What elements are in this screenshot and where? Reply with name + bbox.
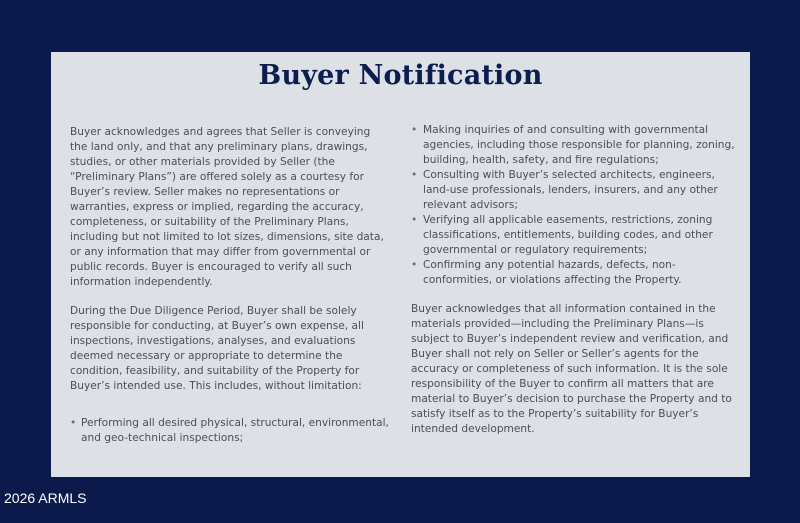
intro-paragraph: Buyer acknowledges and agrees that Seller is conveying the land only, and that any preliminary plans, drawings, studies, or other materials provided by Seller (the “Preliminary Plans”) are offered solely as a courtesy for Buyer’s review. Seller makes no representations or warranties, express or implied, regarding the accuracy, completeness, or suitability of the Preliminary Plans, including but not limited to lot sizes, dimensions, site data, or any information that may differ from governmental or public records. Buyer is encouraged to verify all such information independently. <box>70 126 384 288</box>
list-item: • Making inquiries of and consulting with governmental agencies, including those responsible for planning, zoning, building, health, safety, and fire regulations; <box>411 124 735 166</box>
right-bullet-list <box>411 123 741 288</box>
bullet-icon: • <box>70 417 77 429</box>
list-item: • Consulting with Buyer’s selected architects, engineers, land-use professionals, lenders, insurers, and any other relevant advisors; <box>411 169 718 211</box>
left-bullet-list <box>70 416 390 446</box>
list-item: • Confirming any potential hazards, defects, non-conformities, or violations affecting the Property. <box>411 259 682 286</box>
copyright-footer: 2026 ARMLS <box>4 490 87 506</box>
list-item: • Performing all desired physical, structural, environmental, and geo-technical inspections; <box>70 417 389 444</box>
notification-card <box>51 52 750 477</box>
bullet-icon: • <box>411 214 418 226</box>
right-column <box>411 123 741 451</box>
bullet-icon: • <box>411 259 418 271</box>
bullet-icon: • <box>411 124 418 136</box>
due-diligence-paragraph: During the Due Diligence Period, Buyer shall be solely responsible for conducting, at Buyer’s own expense, all inspections, investigations, analyses, and evaluations deemed necessary or appropriate to determine the condition, feasibility, and suitability of the Property for Buyer’s intended use. This includes, without limitation: <box>70 305 364 392</box>
acknowledgement-paragraph: Buyer acknowledges that all information contained in the materials provided—including the Preliminary Plans—is subject to Buyer’s independent review and verification, and Buyer shall not rely on Seller or Seller’s agents for the accuracy or completeness of such information. It is the sole responsibility of the Buyer to confirm all matters that are material to Buyer’s decision to purchase the Property and to satisfy itself as to the Property’s suitability for Buyer’s intended development. <box>411 303 732 435</box>
list-item: • Verifying all applicable easements, restrictions, zoning classifications, entitlements, building codes, and other governmental or regulatory requirements; <box>411 214 713 256</box>
page-title: Buyer Notification <box>258 60 543 91</box>
bullet-icon: • <box>411 169 418 181</box>
left-column <box>70 125 390 446</box>
